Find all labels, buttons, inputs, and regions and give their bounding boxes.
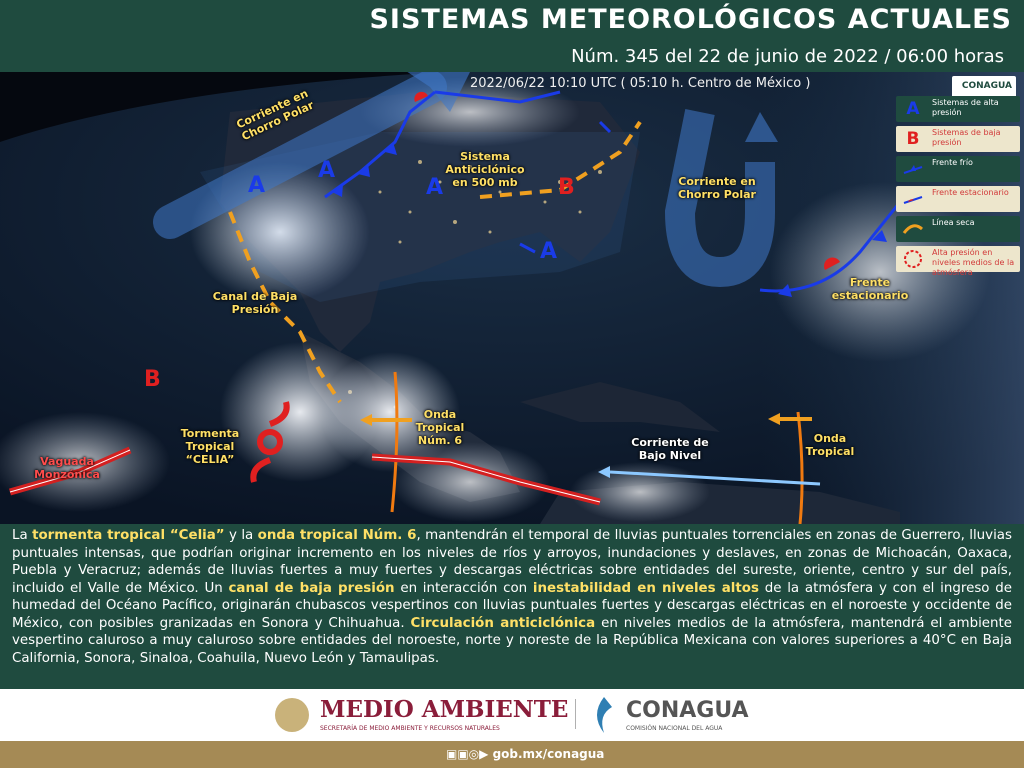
conagua-small-text: CONAGUA [961,81,1012,91]
cold-front-icon [902,159,924,179]
conagua-logo: CONAGUA [626,698,749,723]
forecast-description [0,524,1024,689]
legend-label: Frente estacionario [932,188,1009,197]
header-banner [0,0,1024,72]
desc-text: La [12,528,33,543]
desc-highlight: tormenta tropical “Celia” [32,528,225,543]
label-sistema-anticiclonico: Sistema Anticiclónico en 500 mb [445,150,525,189]
legend-item-high-pressure [896,96,1020,122]
label-corriente-bajo-nivel: Corriente de Bajo Nivel [631,436,709,462]
desc-highlight: Circulación anticiclónica [410,615,596,631]
forecast-text [12,527,1012,667]
cloud-mass-south-america [570,462,710,522]
dry-line-icon [902,219,924,239]
social-links [446,747,604,761]
legend-item-low-pressure [896,126,1020,152]
stationary-front-icon [902,189,924,209]
label-tormenta-tropical-celia: Tormenta Tropical “CELIA” [180,427,240,466]
website-url[interactable]: gob.mx/conagua [492,747,605,761]
legend-label: Sistemas de alta presión [932,98,999,117]
desc-highlight: inestabilidad en niveles altos [532,580,759,596]
desc-text: de la atmósfera y con el ingreso de humedad del Océano Pacífico, originarán chubascos vespertinos con lluvias puntuales fuertes y descargas eléctricas en el noroeste y occidente de México, con posibles granizadas en Sonora y Chihuahua. [12,580,1012,631]
high-pressure-symbol: A [318,158,336,183]
label-frente-estacionario: Frente estacionario [831,276,909,302]
desc-highlight: onda tropical Núm. 6 [257,528,417,543]
legend-item-upper-high [896,246,1020,277]
legend-label: Frente frío [932,158,973,167]
desc-text: y la [224,528,258,543]
legend-label: Sistemas de baja presión [932,128,1001,147]
legend-label: Alta presión en niveles medios de la atmósfera [932,248,1015,277]
high-pressure-symbol: A [426,175,444,200]
satellite-map [0,72,1024,524]
footer-logo-graphics [0,689,1024,741]
social-icons: ▣▣◎▶ [446,747,493,761]
label-chorro-polar-east: Corriente en Chorro Polar [678,175,756,201]
label-vaguada-monzonica: Vaguada Monzónica [34,455,100,481]
satellite-timestamp: 2022/06/22 10:10 UTC ( 05:10 h. Centro de México ) [470,76,811,91]
desc-text: en interacción con [394,580,533,596]
high-pressure-icon: A [906,99,920,119]
map-legend [896,96,1020,276]
low-pressure-symbol: B [144,367,161,392]
legend-label: Línea seca [932,218,975,227]
page-title: SISTEMAS METEOROLÓGICOS ACTUALES [369,4,1012,35]
footer-logos [0,689,1024,741]
government-seal-icon [275,698,309,732]
label-onda-tropical-east: Onda Tropical [805,432,855,458]
legend-item-dry-line [896,216,1020,242]
high-pressure-symbol: A [248,173,266,198]
logo-divider [575,699,576,729]
low-pressure-icon: B [906,129,920,149]
medio-ambiente-logo: MEDIO AMBIENTE [320,696,569,723]
high-pressure-symbol: A [540,239,558,264]
desc-text: , mantendrán el temporal de lluvias puntuales torrenciales en zonas de Guerrero, lluvias puntuales intensas, que podrían originar incremento en los niveles de ríos y arroyos, inundaciones y deslaves, en zonas de Michoacán, Oaxaca, Puebla y Veracruz; además de lluvias fuertes a muy fuertes y descargas eléctricas sobre entidades del sureste, oriente, centro y sur del país, incluido el Valle de México. Un [12,528,1012,596]
bulletin-number-date: Núm. 345 del 22 de junio de 2022 / 06:00 horas [571,46,1004,67]
label-chorro-polar-west: Corriente en Chorro Polar [234,86,316,144]
desc-highlight: canal de baja presión [228,580,395,596]
low-pressure-symbol: B [558,175,575,200]
conagua-subtitle: COMISIÓN NACIONAL DEL AGUA [626,725,723,732]
legend-item-cold-front [896,156,1020,182]
medio-ambiente-subtitle: SECRETARÍA DE MEDIO AMBIENTE Y RECURSOS NATURALES [320,725,500,732]
label-onda-tropical-6: Onda Tropical Núm. 6 [415,408,465,447]
upper-high-icon [902,249,924,269]
label-canal-baja-presion: Canal de Baja Presión [212,290,298,316]
desc-text: en niveles medios de la atmósfera, mantendrá el ambiente vespertino caluroso a muy caluroso sobre entidades del noroeste, norte y noreste de la República Mexicana con valores superiores a 40°C en Baja California, Sonora, Sinaloa, Coahuila, Nuevo León y Tamaulipas. [12,615,1013,666]
conagua-drop-icon [597,697,612,733]
legend-item-stationary-front [896,186,1020,212]
footer-bar [0,741,1024,768]
